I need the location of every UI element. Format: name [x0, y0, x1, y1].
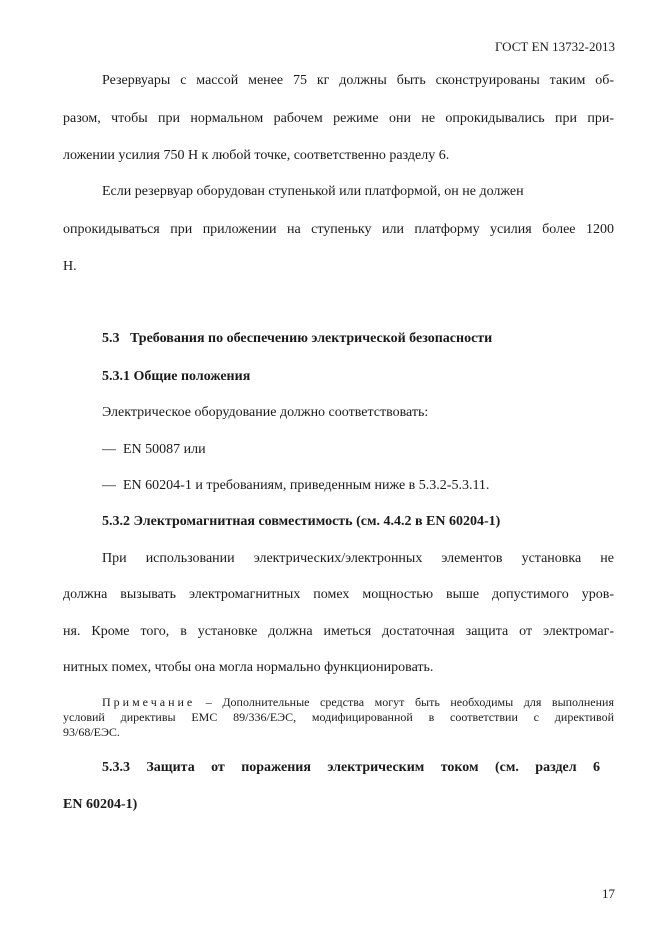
paragraph-line: должна вызывать электромагнитных помех мощностью выше допустимого уров- — [63, 587, 614, 602]
paragraph-line: Электрическое оборудование должно соответствовать: — [102, 405, 429, 420]
note-line — [102, 695, 614, 709]
subsection-heading: 5.3.1 Общие положения — [102, 369, 251, 384]
section-heading: 5.3 Требования по обеспечению электрической безопасности — [102, 331, 493, 346]
paragraph-line: Резервуары с массой менее 75 кг должны быть сконструированы таким об- — [102, 73, 614, 88]
subsection-heading: EN 60204-1) — [63, 797, 138, 812]
list-item: — EN 50087 или — [102, 442, 206, 457]
note-line: условий директивы EMC 89/336/ЕЭС, модифицированной в соответствии с директивой — [63, 710, 614, 724]
list-item: — EN 60204-1 и требованиям, приведенным ниже в 5.3.2-5.3.11. — [102, 478, 490, 493]
paragraph-line: нитных помех, чтобы она могла нормально функционировать. — [63, 660, 434, 675]
paragraph-line: разом, чтобы при нормальном рабочем режиме они не опрокидывались при при- — [63, 111, 614, 126]
subsection-heading: 5.3.3 Защита от поражения электрическим током (см. раздел 6 — [102, 760, 600, 775]
paragraph-line: опрокидываться при приложении на ступеньку или платформу усилия более 1200 — [63, 222, 614, 237]
note-label: Примечание — [102, 695, 196, 709]
paragraph-line: Если резервуар оборудован ступенькой или платформой, он не должен — [102, 184, 524, 199]
page-number: 17 — [602, 886, 615, 901]
paragraph-line: ня. Кроме того, в установке должна иметься достаточная защита от электромаг- — [63, 624, 614, 639]
note-line: 93/68/ЕЭС. — [63, 725, 120, 739]
paragraph-line: ложении усилия 750 Н к любой точке, соответственно разделу 6. — [63, 148, 450, 163]
paragraph-line: Н. — [63, 259, 77, 274]
note-text: – Дополнительные средства могут быть необходимы для выполнения — [195, 695, 614, 709]
document-header: ГОСТ EN 13732-2013 — [494, 39, 615, 54]
paragraph-line: При использовании электрических/электронных элементов установка не — [102, 551, 614, 566]
subsection-heading: 5.3.2 Электромагнитная совместимость (см. 4.4.2 в EN 60204-1) — [102, 514, 501, 529]
